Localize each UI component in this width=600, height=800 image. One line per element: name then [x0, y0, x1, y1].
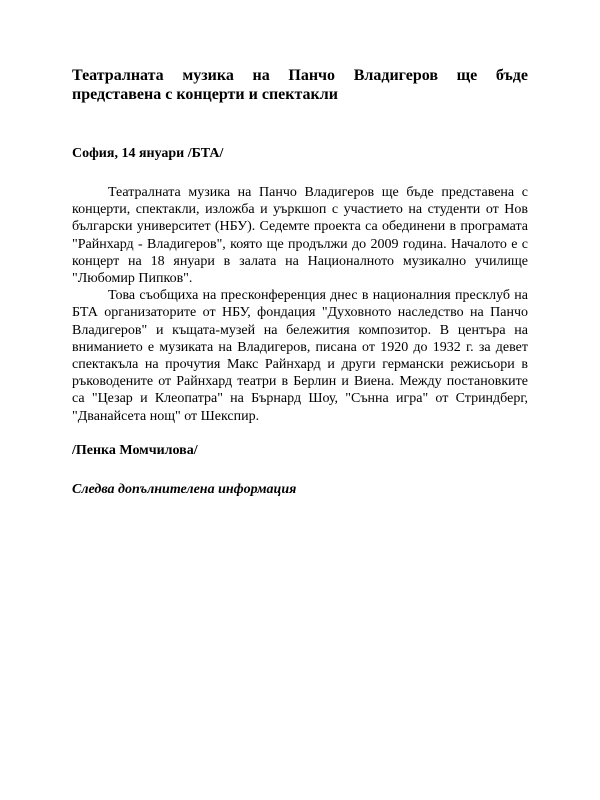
article-author: /Пенка Момчилова/	[72, 442, 198, 458]
article-paragraph-2: Това съобщиха на пресконференция днес в националния пресклуб на БТА организаторите от НБУ, фондация "Духовното наследство на Панчо Владигеров" и къщата-музей на бележития композитор. В центъра на вниманието е музиката на Владигеров, писана от 1920 до 1932 г. за девет спектакъла на прочутия Макс Райнхард и други германски режисьори в ръководените от Райнхард театри в Берлин и Виена. Между постановките са "Цезар и Клеопатра" на Бърнард Шоу, "Сънна игра" от Стриндберг, "Дванайсета нощ" от Шекспир.	[72, 288, 528, 424]
article-paragraph-1: Театралната музика на Панчо Владигеров ще бъде представена с концерти, спектакли, изложба и уъркшоп с участието на студенти от Нов български университет (НБУ). Седемте проекта са обединени в програмата "Райнхард - Владигеров", която ще продължи до 2009 година. Началото е с концерт на 18 януари в залата на Националното музикално училище "Любомир Пипков".	[72, 185, 528, 287]
article-dateline: София, 14 януари /БТА/	[72, 146, 224, 161]
document-page	[72, 66, 528, 499]
followup-note: Следва допълнителена информация	[72, 481, 297, 497]
article-title: Театралната музика на Панчо Владигеров ще бъде представена с концерти и спектакли	[72, 67, 528, 103]
